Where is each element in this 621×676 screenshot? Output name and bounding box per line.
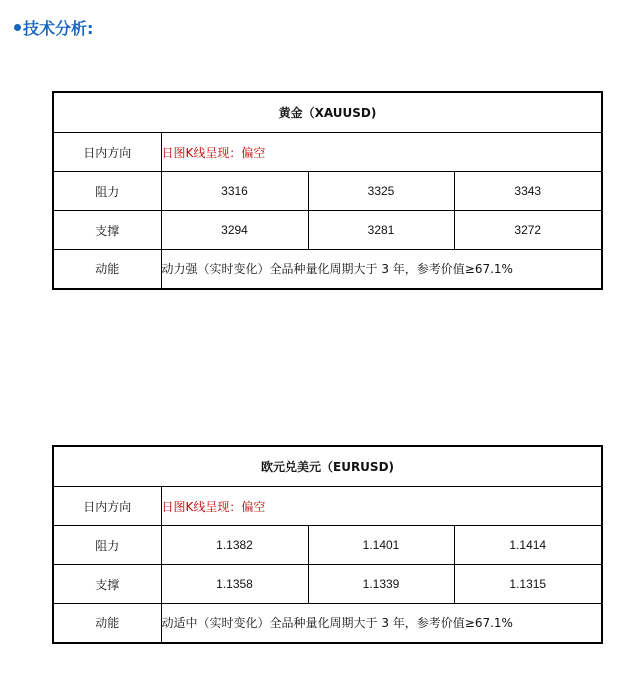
resistance-value: 3343 [454,172,602,211]
gold-analysis-table [52,91,603,290]
resistance-value: 1.1401 [308,526,454,565]
table-row [53,133,602,172]
bullet-icon [14,24,21,31]
table-title: 黄金（XAUUSD) [53,92,602,133]
direction-value: 日图K线呈现：偏空 [161,133,602,172]
support-label: 支撑 [53,565,161,604]
table-row [53,211,602,250]
support-label: 支撑 [53,211,161,250]
support-value: 1.1315 [454,565,602,604]
resistance-label: 阻力 [53,526,161,565]
table-row [53,250,602,289]
table-row [53,487,602,526]
direction-label: 日内方向 [53,487,161,526]
support-value: 1.1339 [308,565,454,604]
resistance-value: 1.1414 [454,526,602,565]
section-heading-text: 技术分析: [23,18,94,38]
momentum-value: 动适中（实时变化）全品种量化周期大于 3 年，参考价值≥67.1% [161,604,602,643]
resistance-value: 3316 [161,172,308,211]
table-row [53,604,602,643]
support-value: 3281 [308,211,454,250]
section-heading [14,16,93,38]
table-row [53,565,602,604]
momentum-label: 动能 [53,604,161,643]
momentum-value: 动力强（实时变化）全品种量化周期大于 3 年，参考价值≥67.1% [161,250,602,289]
support-value: 1.1358 [161,565,308,604]
direction-value: 日图K线呈现：偏空 [161,487,602,526]
support-value: 3294 [161,211,308,250]
direction-label: 日内方向 [53,133,161,172]
table-title: 欧元兑美元（EURUSD) [53,446,602,487]
resistance-value: 1.1382 [161,526,308,565]
resistance-label: 阻力 [53,172,161,211]
support-value: 3272 [454,211,602,250]
eurusd-analysis-table [52,445,603,644]
table-row [53,526,602,565]
table-row [53,172,602,211]
resistance-value: 3325 [308,172,454,211]
momentum-label: 动能 [53,250,161,289]
